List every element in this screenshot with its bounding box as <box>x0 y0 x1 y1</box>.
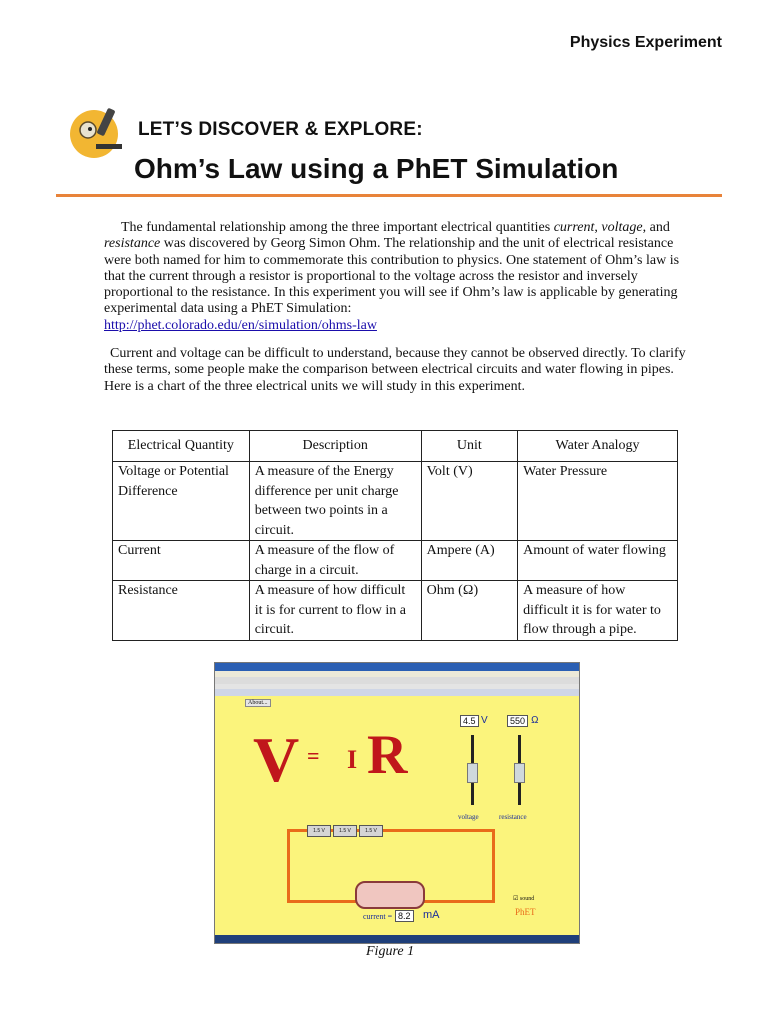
equation-v: V <box>253 724 300 795</box>
table-cell: Resistance <box>113 581 250 641</box>
battery: 1.5 V <box>359 825 383 837</box>
voltage-unit: V <box>481 715 488 726</box>
resistance-unit: Ω <box>531 715 539 726</box>
browser-address-bar <box>215 677 579 684</box>
voltage-slider-handle[interactable] <box>467 763 478 783</box>
resistance-value-field[interactable]: 550 <box>507 715 528 727</box>
about-button[interactable]: About... <box>245 699 271 707</box>
browser-tab-bar <box>215 689 579 696</box>
intro-comma: , <box>594 220 602 235</box>
table-cell: A measure of how difficult it is for water to flow through a pipe. <box>518 581 678 641</box>
phet-link[interactable]: http://phet.colorado.edu/en/simulation/ohms-law <box>104 317 377 333</box>
term-voltage: voltage <box>601 220 643 235</box>
equation-r: R <box>367 724 408 786</box>
current-label: current = <box>363 912 393 921</box>
analogy-paragraph: Current and voltage can be difficult to understand, because they cannot be observed directly. To clarify these terms, some people make the comparison between electrical circuits and water flowing in pipes. Here is a chart of the three electrical units we will study in this experiment. <box>104 346 686 394</box>
table-cell: A measure of the flow of charge in a circuit. <box>249 541 421 581</box>
units-table <box>112 430 678 641</box>
header-cell: Unit <box>421 431 518 462</box>
battery: 1.5 V <box>307 825 331 837</box>
table-cell: Volt (V) <box>421 462 518 541</box>
intro-text-a: The fundamental relationship among the three important electrical quantities <box>121 220 554 235</box>
table-cell: Water Pressure <box>518 462 678 541</box>
current-value: 8.2 <box>395 910 414 922</box>
header-cell: Description <box>249 431 421 462</box>
header-cell: Water Analogy <box>518 431 678 462</box>
resistor <box>355 881 425 909</box>
header-label: Physics Experiment <box>569 34 722 51</box>
table-cell: Ampere (A) <box>421 541 518 581</box>
os-taskbar <box>215 935 579 943</box>
table-row <box>113 541 678 581</box>
intro-text-c: was discovered by Georg Simon Ohm. The relationship and the unit of electrical resistance were both named for him to commemorate this contribution to physics. One statement of Ohm’s law is that the current through a resistor is proportional to the voltage across the resistor and inversely proportional to the resistance. In this experiment you will see if Ohm’s law is applicable by generating experimental data using a PhET Simulation: <box>104 236 680 317</box>
browser-titlebar <box>215 663 579 671</box>
voltage-value-field[interactable]: 4.5 <box>460 715 479 727</box>
term-current: current <box>553 220 595 235</box>
sound-checkbox[interactable]: ☑ sound <box>513 896 535 902</box>
title-divider <box>56 194 722 197</box>
section-kicker: LET’S DISCOVER & EXPLORE: <box>138 119 423 140</box>
voltage-slider-label: voltage <box>458 813 479 821</box>
sound-checkbox-label: sound <box>519 896 535 902</box>
intro-paragraph <box>104 220 694 334</box>
battery: 1.5 V <box>333 825 357 837</box>
header-cell: Electrical Quantity <box>113 431 250 462</box>
table-row <box>113 462 678 541</box>
equation-i: I <box>347 745 358 774</box>
intro-text-b: , and <box>642 220 670 235</box>
table-cell: A measure of the Energy difference per unit charge between two points in a circuit. <box>249 462 421 541</box>
current-unit: mA <box>423 909 440 921</box>
table-header-row <box>113 431 678 462</box>
table-cell: Voltage or Potential Difference <box>113 462 250 541</box>
phet-simulation-screenshot <box>214 662 580 944</box>
table-row <box>113 581 678 641</box>
term-resistance: resistance <box>104 236 161 252</box>
resistance-slider-handle[interactable] <box>514 763 525 783</box>
table-cell: A measure of how difficult it is for current to flow in a circuit. <box>249 581 421 641</box>
equation-equals: = <box>307 743 320 768</box>
resistance-slider-label: resistance <box>499 813 527 821</box>
page-title: Ohm’s Law using a PhET Simulation <box>134 153 619 184</box>
table-cell: Current <box>113 541 250 581</box>
table-cell: Ohm (Ω) <box>421 581 518 641</box>
figure-caption: Figure 1 <box>366 944 415 959</box>
microscope-logo-icon <box>68 100 130 160</box>
phet-logo: PhET <box>515 907 536 917</box>
table-cell: Amount of water flowing <box>518 541 678 581</box>
